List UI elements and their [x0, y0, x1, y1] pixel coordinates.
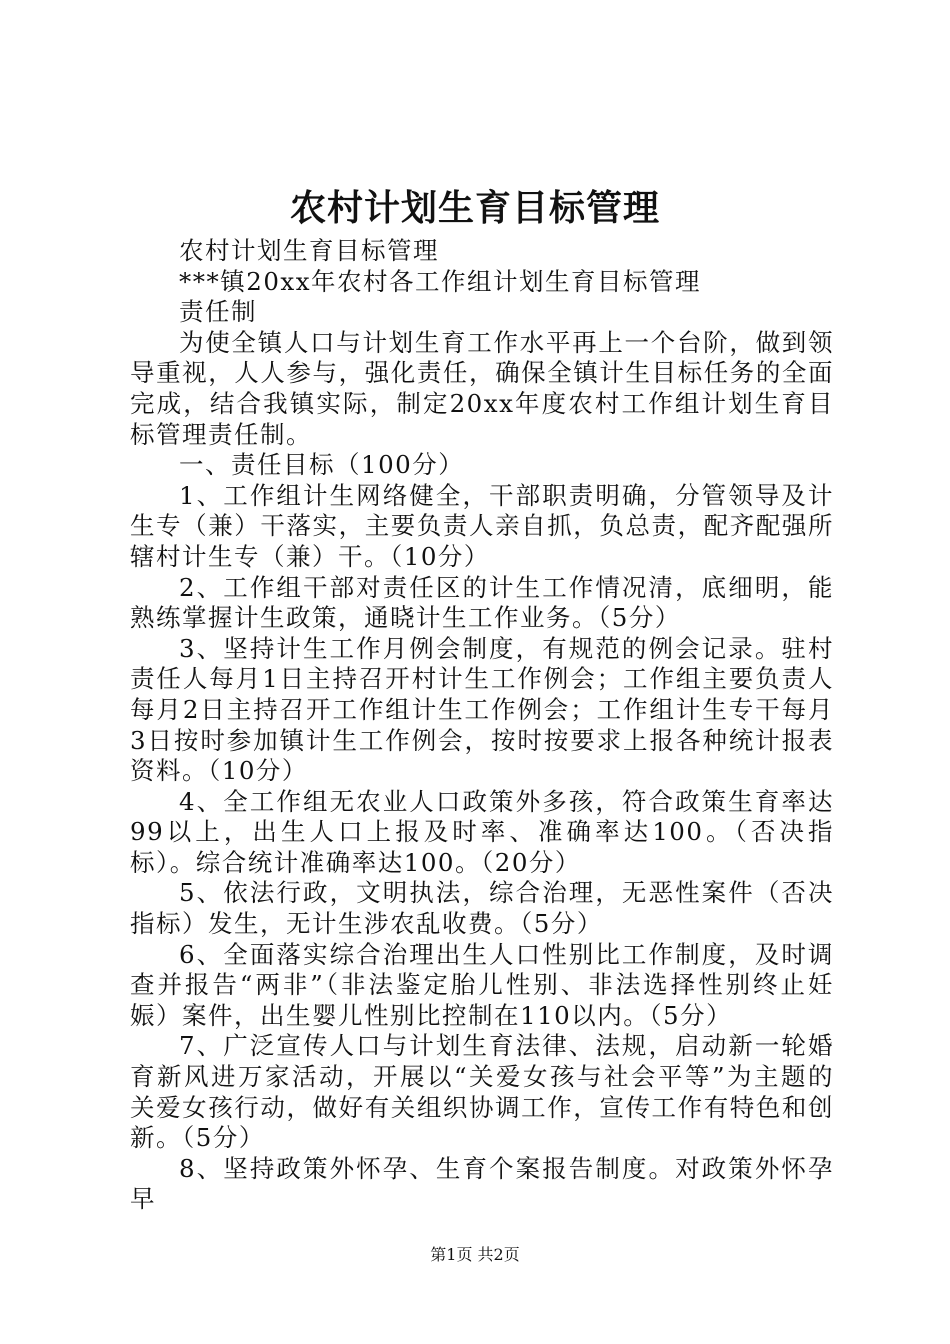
paragraph: 一、责任目标（100分） [179, 450, 465, 480]
paragraph: 农村计划生育目标管理 [179, 236, 439, 265]
page-footer: 第1页 共2页 [430, 1245, 520, 1264]
document-body [130, 236, 834, 1215]
paragraph: 为使全镇人口与计划生育工作水平再上一个台阶，做到领导重视，人人参与，强化责任，确保全镇计生目标任务的全面完成，结合我镇实际，制定20xx年度农村工作组计划生育目标管理责任制。 [130, 327, 834, 449]
paragraph: 1、工作组计生网络健全，干部职责明确，分管领导及计生专（兼）干落实，主要负责人亲自抓，负总责，配齐配强所辖村计生专（兼）干。（10分） [130, 480, 834, 571]
paragraph: 6、全面落实综合治理出生人口性别比工作制度，及时调查并报告“两非”（非法鉴定胎儿性别、非法选择性别终止妊娠）案件，出生婴儿性别比控制在110以内。（5分） [130, 939, 834, 1030]
paragraph: 4、全工作组无农业人口政策外多孩，符合政策生育率达99以上，出生人口上报及时率、准确率达100。（否决指标）。综合统计准确率达100。（20分） [130, 786, 834, 877]
document-title: 农村计划生育目标管理 [289, 187, 660, 229]
paragraph: 8、坚持政策外怀孕、生育个案报告制度。对政策外怀孕早 [130, 1153, 834, 1214]
paragraph: 7、广泛宣传人口与计划生育法律、法规，启动新一轮婚育新风进万家活动，开展以“关爱女孩与社会平等”为主题的关爱女孩行动，做好有关组织协调工作，宣传工作有特色和创新。（5分） [130, 1031, 834, 1153]
paragraph: 责任制 [179, 297, 257, 327]
paragraph: 3、坚持计生工作月例会制度，有规范的例会记录。驻村责任人每月1日主持召开村计生工作例会；工作组主要负责人每月2日主持召开工作组计生工作例会；工作组计生专干每月3日按时参加镇计生工作例会，按时按要求上报各种统计报表资料。（10分） [130, 633, 834, 786]
paragraph: 5、依法行政，文明执法，综合治理，无恶性案件（否决指标）发生，无计生涉农乱收费。（5分） [130, 878, 834, 939]
paragraph: ***镇20xx年农村各工作组计划生育目标管理 [179, 266, 702, 296]
paragraph: 2、工作组干部对责任区的计生工作情况清，底细明，能熟练掌握计生政策，通晓计生工作业务。（5分） [130, 572, 834, 633]
